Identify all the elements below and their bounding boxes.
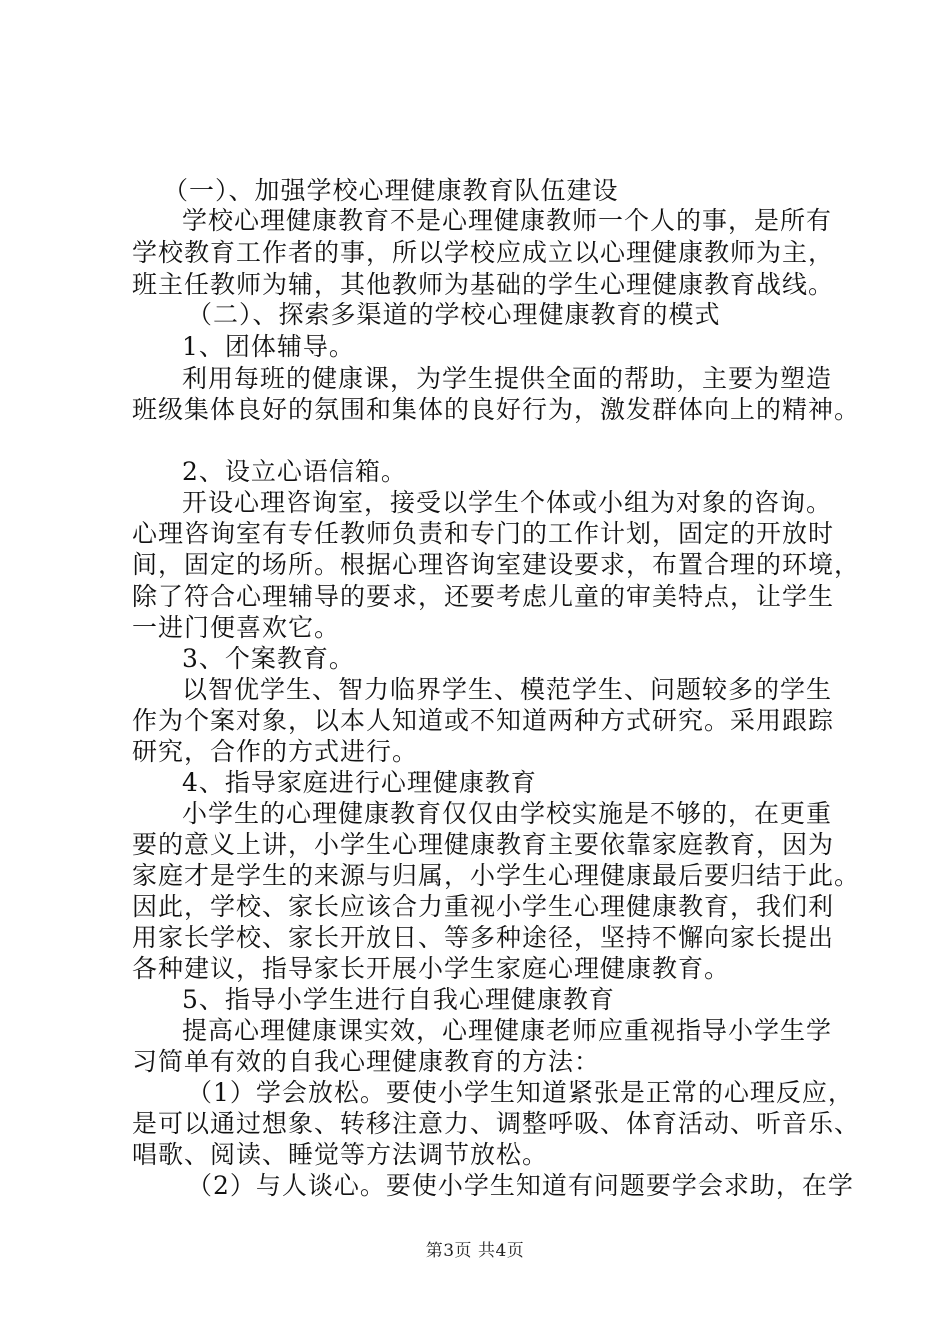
- section-heading-2: （二）、探索多渠道的学校心理健康教育的模式: [187, 300, 721, 329]
- paragraph-line: 要的意义上讲，小学生心理健康教育主要依靠家庭教育，因为: [132, 830, 835, 859]
- subsection-heading-3: 3、个案教育。: [182, 644, 355, 673]
- paragraph-line: 开设心理咨询室，接受以学生个体或小组为对象的咨询。: [182, 488, 833, 517]
- paragraph-line: 研究，合作的方式进行。: [132, 737, 419, 766]
- paragraph-line: 除了符合心理辅导的要求，还要考虑儿童的审美特点，让学生: [132, 582, 835, 611]
- subsection-heading-4: 4、指导家庭进行心理健康教育: [182, 768, 537, 797]
- page-number-footer: 第3页 共4页: [425, 1241, 525, 1261]
- paragraph-line: 提高心理健康课实效，心理健康老师应重视指导小学生学: [182, 1016, 833, 1045]
- paragraph-line: 以智优学生、智力临界学生、模范学生、问题较多的学生: [182, 675, 833, 704]
- paragraph-line: 用家长学校、家长开放日、等多种途径，坚持不懈向家长提出: [132, 923, 835, 952]
- paragraph-line: 各种建议，指导家长开展小学生家庭心理健康教育。: [132, 954, 731, 983]
- paragraph-line: 利用每班的健康课，为学生提供全面的帮助，主要为塑造: [182, 364, 833, 393]
- paragraph-line: 唱歌、阅读、睡觉等方法调节放松。: [132, 1140, 549, 1169]
- list-item-line: （2）与人谈心。要使小学生知道有问题要学会求助，在学: [187, 1171, 854, 1200]
- paragraph-line: 小学生的心理健康教育仅仅由学校实施是不够的，在更重: [182, 799, 833, 828]
- paragraph-line: 班级集体良好的氛围和集体的良好行为，激发群体向上的精神。: [132, 395, 861, 424]
- paragraph-line: 家庭才是学生的来源与归属，小学生心理健康最后要归结于此。: [132, 861, 861, 890]
- paragraph-line: 一进门便喜欢它。: [132, 613, 341, 642]
- paragraph-line: 学校教育工作者的事，所以学校应成立以心理健康教师为主，: [132, 238, 835, 267]
- subsection-heading-5: 5、指导小学生进行自我心理健康教育: [182, 985, 615, 1014]
- paragraph-line: 学校心理健康教育不是心理健康教师一个人的事，是所有: [182, 206, 833, 235]
- list-item-line: （1）学会放松。要使小学生知道紧张是正常的心理反应，: [187, 1078, 854, 1107]
- paragraph-line: 是可以通过想象、转移注意力、调整呼吸、体育活动、听音乐、: [132, 1109, 861, 1138]
- paragraph-line: 心理咨询室有专任教师负责和专门的工作计划，固定的开放时: [132, 519, 835, 548]
- paragraph-line: 因此，学校、家长应该合力重视小学生心理健康教育，我们利: [132, 892, 835, 921]
- paragraph-line: 作为个案对象，以本人知道或不知道两种方式研究。采用跟踪: [132, 706, 835, 735]
- subsection-heading-2: 2、设立心语信箱。: [182, 457, 407, 486]
- paragraph-line: 习简单有效的自我心理健康教育的方法：: [132, 1047, 601, 1076]
- section-heading-1: （一）、加强学校心理健康教育队伍建设: [163, 176, 619, 205]
- paragraph-line: 间，固定的场所。根据心理咨询室建设要求，布置合理的环境，: [132, 550, 861, 579]
- subsection-heading-1: 1、团体辅导。: [182, 332, 355, 361]
- paragraph-line: 班主任教师为辅，其他教师为基础的学生心理健康教育战线。: [132, 270, 835, 299]
